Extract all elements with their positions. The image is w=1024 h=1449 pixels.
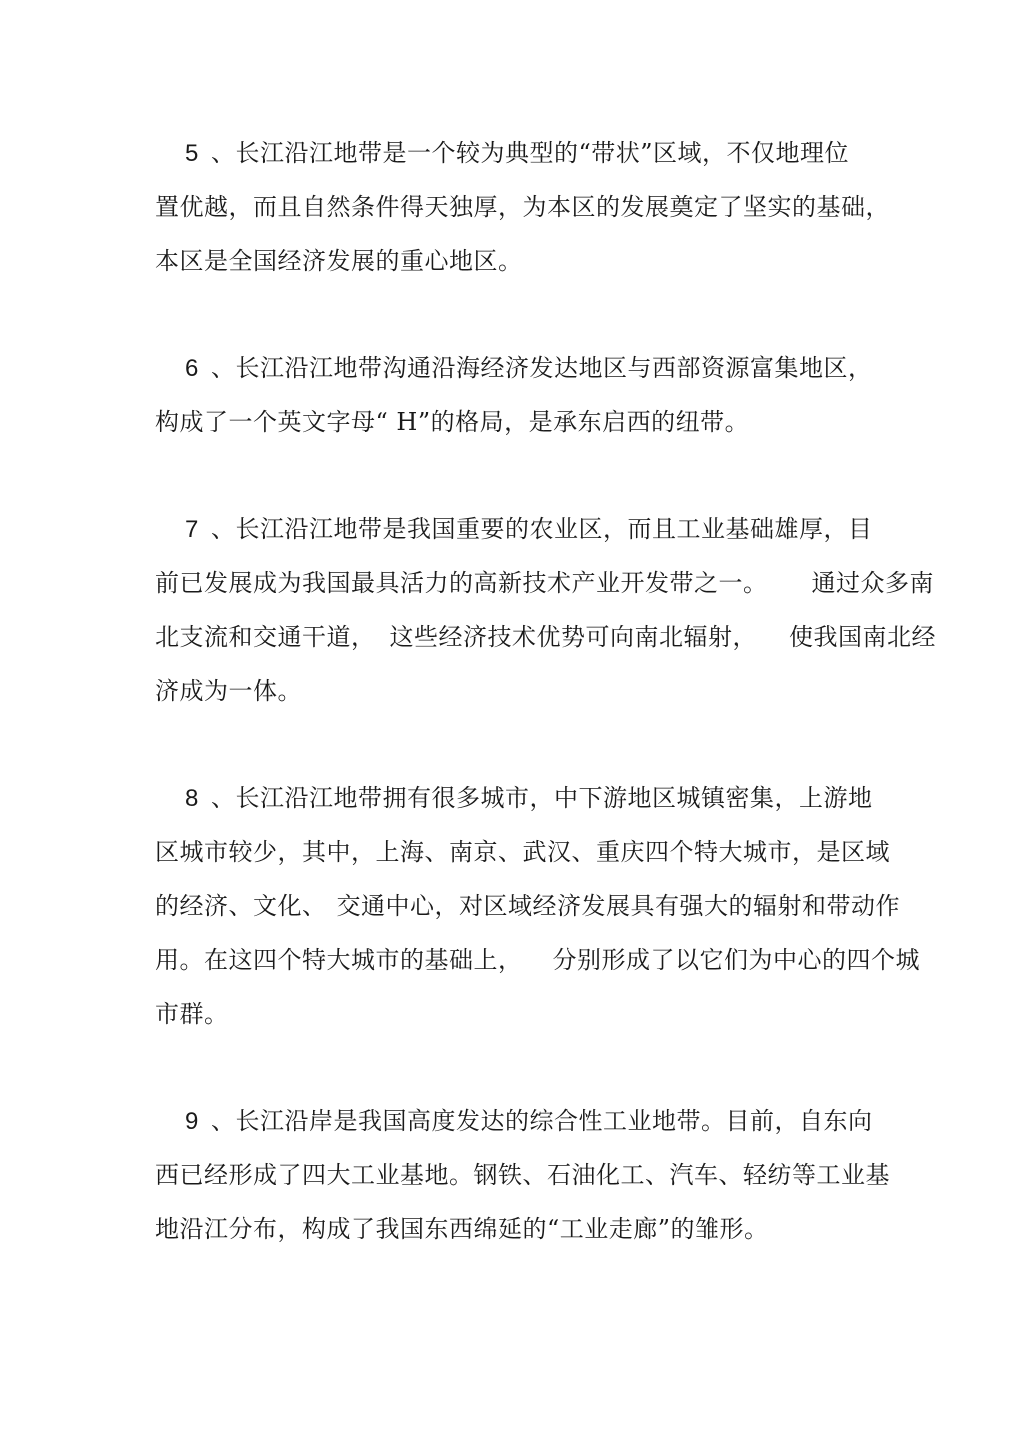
line-text: 、长江沿江地带是一个较为典型的“带状”区域，不仅地理位 <box>211 139 850 167</box>
line-text: 通过众多南 <box>811 569 934 597</box>
paragraph-line: 置优越，而且自然条件得天独厚，为本区的发展奠定了坚实的基础， <box>155 193 890 221</box>
paragraph-line <box>155 341 875 395</box>
paragraph-line: 本区是全国经济发展的重心地区。 <box>155 247 523 275</box>
paragraph-line: 区城市较少，其中，上海、南京、武汉、重庆四个特大城市，是区域 <box>155 838 890 866</box>
paragraph-line <box>155 556 934 610</box>
line-text: 这些经济技术优势可向南北辐射， <box>389 623 757 651</box>
paragraph-number: 7 <box>185 516 199 543</box>
line-text: 前已发展成为我国最具活力的高新技术产业开发带之一。 <box>155 569 768 597</box>
line-text: 的经济、文化、 <box>155 892 327 920</box>
paragraph-6 <box>155 341 875 449</box>
line-text: 、长江沿江地带沟通沿海经济发达地区与西部资源富集地区， <box>211 354 873 382</box>
paragraph-line <box>155 610 936 664</box>
paragraph-line: 地沿江分布，构成了我国东西绵延的“工业走廊”的雏形。 <box>155 1215 769 1243</box>
line-text: 、长江沿江地带是我国重要的农业区，而且工业基础雄厚，目 <box>211 515 873 543</box>
paragraph-7 <box>155 502 936 718</box>
paragraph-line <box>155 879 900 933</box>
line-text: 分别形成了以它们为中心的四个城 <box>552 946 920 974</box>
paragraph-line <box>155 1094 875 1148</box>
paragraph-line <box>155 933 920 987</box>
paragraph-8 <box>155 771 920 1041</box>
paragraph-number: 6 <box>185 355 199 382</box>
paragraph-9 <box>155 1094 890 1256</box>
line-text: 使我国南北经 <box>789 623 936 651</box>
paragraph-number: 5 <box>185 140 199 167</box>
paragraph-5 <box>155 126 890 288</box>
paragraph-line: 市群。 <box>155 1000 229 1028</box>
line-text: 、长江沿江地带拥有很多城市，中下游地区城镇密集，上游地 <box>211 784 873 812</box>
paragraph-line <box>155 771 875 825</box>
line-text: 交通中心，对区域经济发展具有强大的辐射和带动作 <box>336 892 900 920</box>
line-text: 北支流和交通干道， <box>155 623 376 651</box>
paragraph-line: 西已经形成了四大工业基地。钢铁、石油化工、汽车、轻纺等工业基 <box>155 1161 890 1189</box>
paragraph-number: 9 <box>185 1108 199 1135</box>
paragraph-line: 济成为一体。 <box>155 677 302 705</box>
line-text: 、长江沿岸是我国高度发达的综合性工业地带。目前，自东向 <box>211 1107 873 1135</box>
paragraph-line: 构成了一个英文字母“ H”的格局，是承东启西的纽带。 <box>155 408 750 436</box>
paragraph-line <box>155 126 875 180</box>
paragraph-number: 8 <box>185 785 199 812</box>
paragraph-line <box>155 502 875 556</box>
line-text: 用。在这四个特大城市的基础上， <box>155 946 523 974</box>
